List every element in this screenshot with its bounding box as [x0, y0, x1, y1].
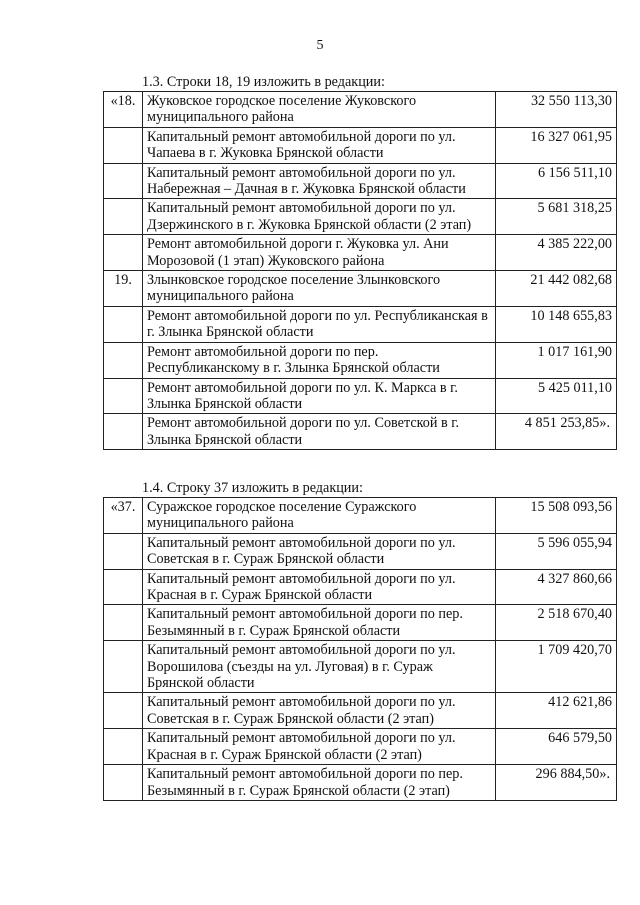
table-row	[104, 127, 617, 163]
row-amount: 32 550 113,30	[496, 92, 617, 128]
amendment-table-1	[103, 91, 617, 450]
row-amount: 5 596 055,94	[496, 533, 617, 569]
table-row	[104, 306, 617, 342]
table-row	[104, 199, 617, 235]
row-name: Капитальный ремонт автомобильной дороги по ул. Чапаева в г. Жуковка Брянской области	[143, 127, 496, 163]
row-name: Жуковское городское поселение Жуковского муниципального района	[143, 92, 496, 128]
table-row	[104, 163, 617, 199]
row-number	[104, 342, 143, 378]
row-name: Ремонт автомобильной дороги по ул. Республиканская в г. Злынка Брянской области	[143, 306, 496, 342]
page-number: 5	[316, 38, 324, 53]
table-row	[104, 414, 617, 450]
table-row	[104, 569, 617, 605]
row-number	[104, 569, 143, 605]
row-amount: 4 385 222,00	[496, 235, 617, 271]
row-number: «18.	[104, 92, 143, 128]
table-row	[104, 378, 617, 414]
row-name: Капитальный ремонт автомобильной дороги по ул. Советская в г. Сураж Брянской области (2 этап)	[143, 693, 496, 729]
row-number	[104, 414, 143, 450]
row-amount: 5 681 318,25	[496, 199, 617, 235]
row-name: Суражское городское поселение Суражского муниципального района	[143, 498, 496, 534]
row-amount: 21 442 082,68	[496, 271, 617, 307]
row-name: Капитальный ремонт автомобильной дороги по ул. Набережная – Дачная в г. Жуковка Брянской области	[143, 163, 496, 199]
table-row	[104, 729, 617, 765]
table-row	[104, 498, 617, 534]
table-row	[104, 235, 617, 271]
row-number	[104, 533, 143, 569]
row-amount: 4 327 860,66	[496, 569, 617, 605]
table-row	[104, 765, 617, 801]
table-row	[104, 271, 617, 307]
row-amount: 646 579,50	[496, 729, 617, 765]
row-amount: 412 621,86	[496, 693, 617, 729]
section-heading: 1.3. Строки 18, 19 изложить в редакции:	[142, 74, 385, 90]
amendment-table-2	[103, 497, 617, 801]
row-amount: 296 884,50».	[496, 765, 617, 801]
row-name: Ремонт автомобильной дороги по ул. Советской в г. Злынка Брянской области	[143, 414, 496, 450]
row-number	[104, 765, 143, 801]
row-number	[104, 693, 143, 729]
row-amount: 1 017 161,90	[496, 342, 617, 378]
table-row	[104, 342, 617, 378]
row-name: Капитальный ремонт автомобильной дороги по ул. Советская в г. Сураж Брянской области	[143, 533, 496, 569]
row-name: Капитальный ремонт автомобильной дороги по пер. Безымянный в г. Сураж Брянской области (2 этап)	[143, 765, 496, 801]
row-number	[104, 605, 143, 641]
table-row	[104, 641, 617, 693]
row-name: Злынковское городское поселение Злынковского муниципального района	[143, 271, 496, 307]
row-number	[104, 235, 143, 271]
row-number	[104, 729, 143, 765]
table-row	[104, 533, 617, 569]
row-name: Капитальный ремонт автомобильной дороги по ул. Красная в г. Сураж Брянской области (2 этап)	[143, 729, 496, 765]
row-name: Капитальный ремонт автомобильной дороги по пер. Безымянный в г. Сураж Брянской области	[143, 605, 496, 641]
row-number	[104, 641, 143, 693]
table-row	[104, 693, 617, 729]
row-number: «37.	[104, 498, 143, 534]
row-amount: 2 518 670,40	[496, 605, 617, 641]
row-number	[104, 306, 143, 342]
table-row	[104, 605, 617, 641]
table-row	[104, 92, 617, 128]
row-number	[104, 127, 143, 163]
row-amount: 6 156 511,10	[496, 163, 617, 199]
row-name: Ремонт автомобильной дороги по ул. К. Маркса в г. Злынка Брянской области	[143, 378, 496, 414]
row-name: Капитальный ремонт автомобильной дороги по ул. Дзержинского в г. Жуковка Брянской области (2 этап)	[143, 199, 496, 235]
row-number: 19.	[104, 271, 143, 307]
row-number	[104, 199, 143, 235]
row-amount: 1 709 420,70	[496, 641, 617, 693]
row-number	[104, 163, 143, 199]
section-heading: 1.4. Строку 37 изложить в редакции:	[142, 480, 363, 496]
row-amount: 10 148 655,83	[496, 306, 617, 342]
row-amount: 5 425 011,10	[496, 378, 617, 414]
row-name: Ремонт автомобильной дороги по пер. Республиканскому в г. Злынка Брянской области	[143, 342, 496, 378]
row-amount: 16 327 061,95	[496, 127, 617, 163]
row-number	[104, 378, 143, 414]
row-amount: 15 508 093,56	[496, 498, 617, 534]
row-amount: 4 851 253,85».	[496, 414, 617, 450]
row-name: Капитальный ремонт автомобильной дороги по ул. Ворошилова (съезды на ул. Луговая) в г. Сураж Брянской области	[143, 641, 496, 693]
row-name: Ремонт автомобильной дороги г. Жуковка ул. Ани Морозовой (1 этап) Жуковского района	[143, 235, 496, 271]
row-name: Капитальный ремонт автомобильной дороги по ул. Красная в г. Сураж Брянской области	[143, 569, 496, 605]
